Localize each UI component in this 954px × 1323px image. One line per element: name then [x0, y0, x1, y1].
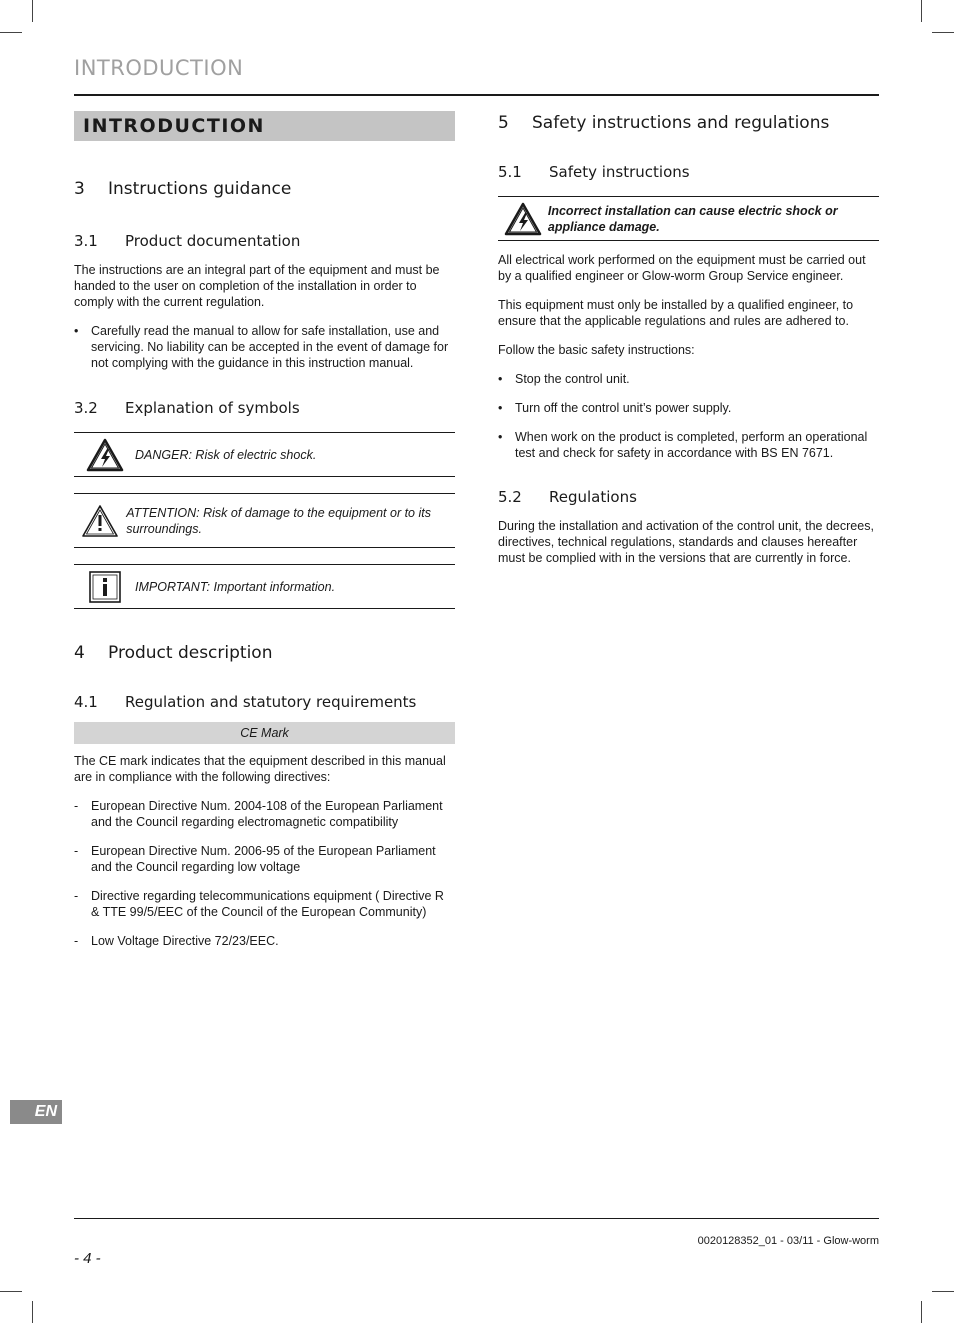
heading-number: 3.1 — [74, 232, 98, 250]
list-item-text: Directive regarding telecommunications equipment ( Directive R & TTE 99/5/EEC of the Council of the European Community) — [91, 889, 444, 919]
document-reference: 0020128352_01 - 03/11 - Glow-worm — [697, 1235, 879, 1247]
electric-shock-warning-icon — [74, 438, 135, 472]
info-icon — [74, 570, 135, 604]
list-item — [498, 400, 879, 416]
list-item — [74, 798, 455, 830]
heading-sec41 — [74, 693, 455, 711]
footer-rule — [74, 1218, 879, 1219]
list-item — [74, 888, 455, 920]
heading-title: Regulations — [549, 488, 637, 506]
right-column — [498, 111, 879, 566]
bullet-mark: • — [498, 401, 503, 415]
heading-number: 5 — [498, 113, 509, 133]
attention-symbol-box — [74, 493, 455, 548]
left-column — [74, 111, 455, 949]
heading-sec31 — [74, 232, 455, 250]
directive-list — [74, 798, 455, 949]
list-item-text: European Directive Num. 2004-108 of the European Parliament and the Council regarding electromagnetic compatibility — [91, 799, 443, 829]
heading-number: 3.2 — [74, 399, 98, 417]
crop-mark — [0, 32, 22, 33]
heading-number: 4 — [74, 643, 85, 663]
heading-sec51 — [498, 163, 879, 181]
danger-symbol-box — [74, 432, 455, 477]
crop-mark — [32, 1301, 33, 1323]
list-item-text: When work on the product is completed, perform an operational test and check for safety in accordance with BS EN 7671. — [515, 430, 868, 460]
heading-number: 5.2 — [498, 488, 522, 506]
paragraph: All electrical work performed on the equipment must be carried out by a qualified engineer or Glow-worm Group Service engineer. — [498, 253, 866, 283]
list-item — [74, 843, 455, 875]
list-item — [74, 323, 455, 371]
section-banner: INTRODUCTION — [74, 111, 455, 141]
heading-title: Safety instructions and regulations — [532, 113, 830, 133]
warning-symbol-box — [498, 196, 879, 241]
heading-sec4 — [74, 643, 455, 663]
running-title: INTRODUCTION — [74, 56, 244, 80]
paragraph: During the installation and activation of the control unit, the decrees, directives, technical regulations, standards and clauses hereafter must be complied with in the versions that are currently in force. — [498, 519, 874, 565]
crop-mark — [921, 1301, 922, 1323]
heading-title: Product description — [108, 643, 273, 663]
list-item-text: Carefully read the manual to allow for safe installation, use and servicing. No liability can be accepted in the event of damage for not complying with the guidance in this instruction manual. — [91, 324, 449, 370]
heading-title: Safety instructions — [549, 163, 690, 181]
list-item-text: European Directive Num. 2006-95 of the European Parliament and the Council regarding low voltage — [91, 844, 436, 874]
list-item — [498, 429, 879, 461]
list-item — [498, 371, 879, 387]
heading-title: Instructions guidance — [108, 179, 292, 199]
heading-number: 3 — [74, 179, 85, 199]
warning-text: Incorrect installation can cause electric shock or appliance damage. — [547, 203, 838, 234]
crop-mark — [932, 32, 954, 33]
bullet-list — [74, 323, 455, 371]
heading-number: 5.1 — [498, 163, 522, 181]
page-number: - 4 - — [74, 1250, 101, 1267]
heading-sec5 — [498, 113, 879, 133]
list-item-text: Low Voltage Directive 72/23/EEC. — [91, 934, 279, 948]
heading-title: Explanation of symbols — [125, 399, 300, 417]
heading-sec32 — [74, 399, 455, 417]
language-tab: EN — [10, 1100, 62, 1124]
heading-title: Regulation and statutory requirements — [125, 693, 417, 711]
attention-text: ATTENTION: Risk of damage to the equipment or to its surroundings. — [126, 505, 431, 536]
dash-mark: - — [74, 889, 79, 903]
dash-mark: - — [74, 934, 79, 948]
dash-mark: - — [74, 799, 79, 813]
heading-sec52 — [498, 488, 879, 506]
crop-mark — [32, 0, 33, 22]
list-item-text: Stop the control unit. — [515, 372, 630, 386]
crop-mark — [921, 0, 922, 22]
bullet-mark: • — [74, 324, 79, 338]
paragraph: The CE mark indicates that the equipment described in this manual are in compliance with the following directives: — [74, 754, 446, 784]
crop-mark — [0, 1291, 22, 1292]
list-item-text: Turn off the control unit’s power supply. — [515, 401, 732, 415]
paragraph: This equipment must only be installed by a qualified engineer, to ensure that the applicable regulations and rules are adhered to. — [498, 298, 854, 328]
header-rule — [74, 94, 879, 96]
list-item — [74, 933, 455, 949]
important-text: IMPORTANT: Important information. — [135, 579, 336, 594]
heading-title: Product documentation — [125, 232, 301, 250]
danger-text: DANGER: Risk of electric shock. — [135, 447, 317, 462]
paragraph: Follow the basic safety instructions: — [498, 343, 695, 357]
ce-mark-bar: CE Mark — [74, 722, 455, 744]
dash-mark: - — [74, 844, 79, 858]
important-symbol-box — [74, 564, 455, 609]
crop-mark — [932, 1291, 954, 1292]
heading-sec3 — [74, 179, 455, 199]
bullet-mark: • — [498, 372, 503, 386]
electric-shock-warning-icon — [498, 202, 548, 236]
bullet-list — [498, 371, 879, 461]
paragraph: The instructions are an integral part of the equipment and must be handed to the user on completion of the installation in order to comply with the current regulation. — [74, 263, 440, 309]
heading-number: 4.1 — [74, 693, 98, 711]
bullet-mark: • — [498, 430, 503, 444]
exclamation-warning-icon — [74, 504, 126, 538]
